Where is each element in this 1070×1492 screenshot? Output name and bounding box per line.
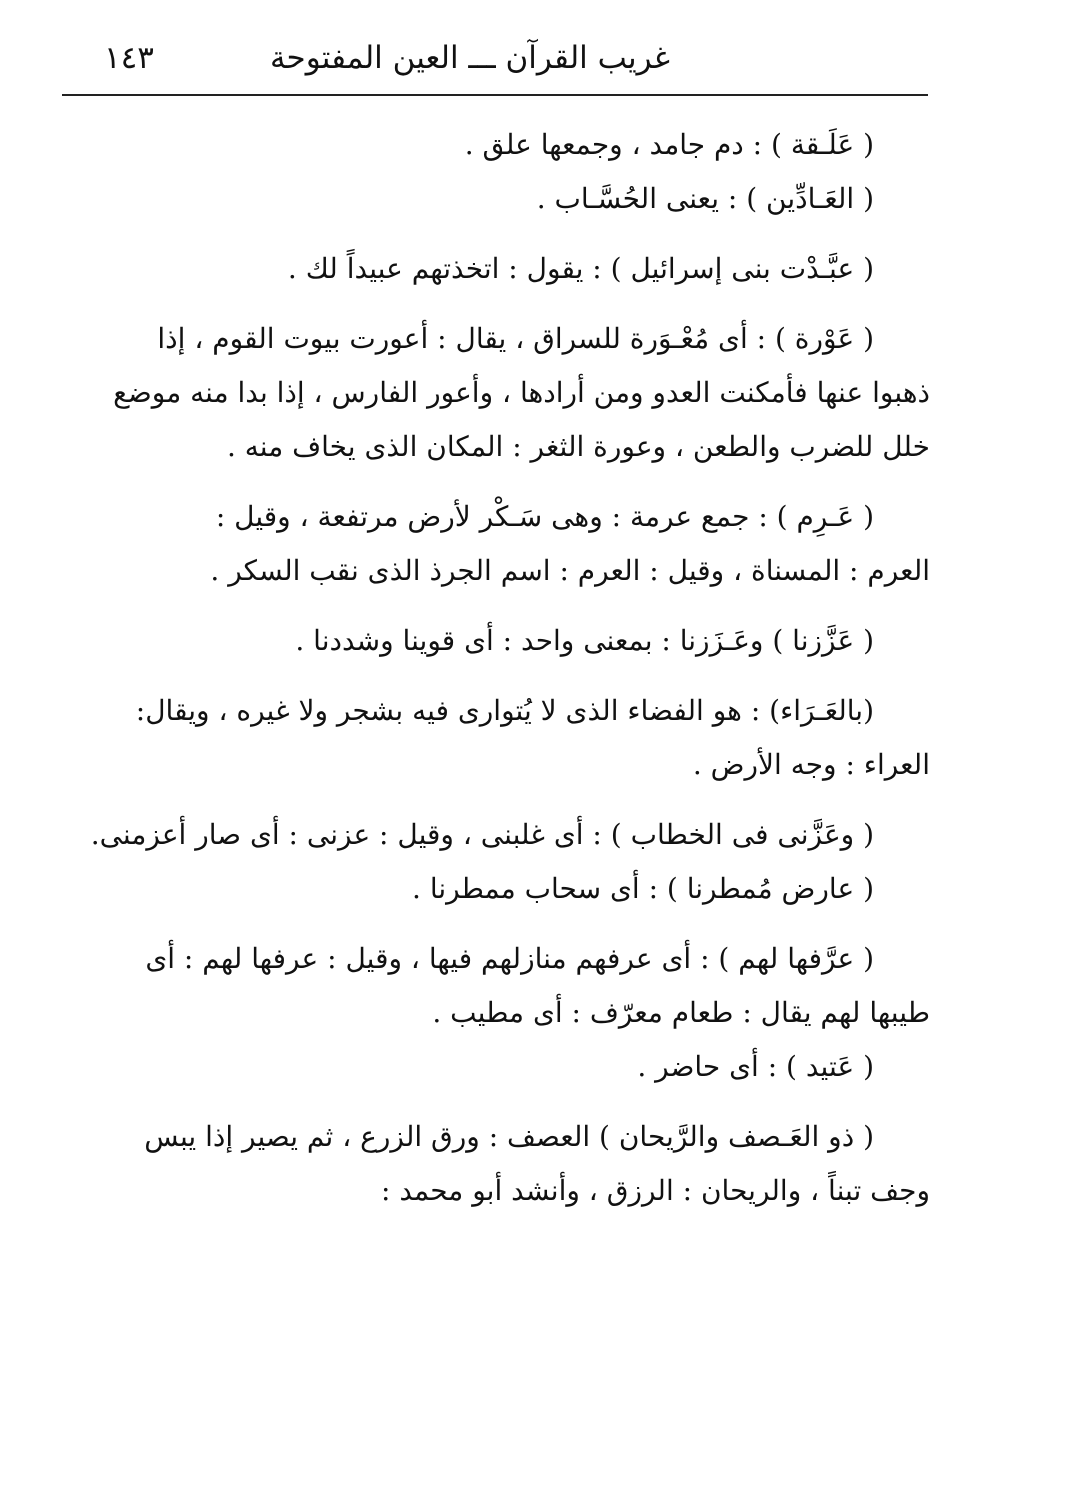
entry-line: ( عَـرِم ) : جمع عرمة : وهى سَـكْر لأرض مرتفعة ، وقيل : bbox=[215, 500, 874, 533]
page-number: ١٤٣ bbox=[104, 40, 154, 76]
entry-line: طيبها لهم يقال : طعام معرّف : أى مطيب . bbox=[432, 996, 930, 1029]
entry-line: ( عرَّفها لهم ) : أى عرفهم منازلهم فيها ، وقيل : عرفها لهم : أى bbox=[145, 942, 874, 975]
body-text bbox=[60, 118, 930, 1218]
entry-line: ( عَلَـقة ) : دم جامد ، وجمعها علق . bbox=[464, 128, 874, 161]
entry-line: ذهبوا عنها فأمكنت العدو ومن أرادها ، وأعور الفارس ، إذا بدا منه موضع bbox=[113, 376, 930, 409]
header-rule bbox=[62, 94, 928, 96]
running-title: غريب القرآن ـــ العين المفتوحة bbox=[269, 40, 670, 76]
entry-line: وجف تبناً ، والريحان : الرزق ، وأنشد أبو محمد : bbox=[381, 1174, 930, 1207]
entry-line: ( عَتيد ) : أى حاضر . bbox=[637, 1050, 874, 1083]
entry-line: ( ذو العَـصف والرَّيحان ) العصف : ورق الزرع ، ثم يصير إذا يبس bbox=[144, 1120, 874, 1153]
page-header bbox=[62, 30, 928, 92]
entry-line: ( وعَزَّنى فى الخطاب ) : أى غلبنى ، وقيل : عزنى : أى صار أعزمنى. bbox=[90, 818, 874, 851]
entry-line: ( العَـادِّين ) : يعنى الحُسَّـاب . bbox=[536, 182, 874, 215]
entry-line: العراء : وجه الأرض . bbox=[692, 748, 930, 781]
entry-line: ( عَوْرة ) : أى مُعْـوَرة للسراق ، يقال : أعورت بيوت القوم ، إذا bbox=[157, 322, 874, 355]
entry-line: ( عَزَّزنا ) وعَـزَزنا : بمعنى واحد : أى قوينا وشددنا . bbox=[295, 624, 874, 657]
entry-line: (بالعَـرَاء) : هو الفضاء الذى لا يُتوارى فيه بشجر ولا غيره ، ويقال: bbox=[135, 694, 874, 727]
entry-line: ( عارض مُمطرنا ) : أى سحاب ممطرنا . bbox=[412, 872, 874, 905]
entry-line: ( عبَّـدْت بنى إسرائيل ) : يقول : اتخذتهم عبيداً لك . bbox=[287, 252, 874, 285]
entry-line: العرم : المسناة ، وقيل : العرم : اسم الجرذ الذى نقب السكر . bbox=[210, 554, 930, 587]
entry-line: خلل للضرب والطعن ، وعورة الثغر : المكان الذى يخاف منه . bbox=[226, 430, 930, 463]
